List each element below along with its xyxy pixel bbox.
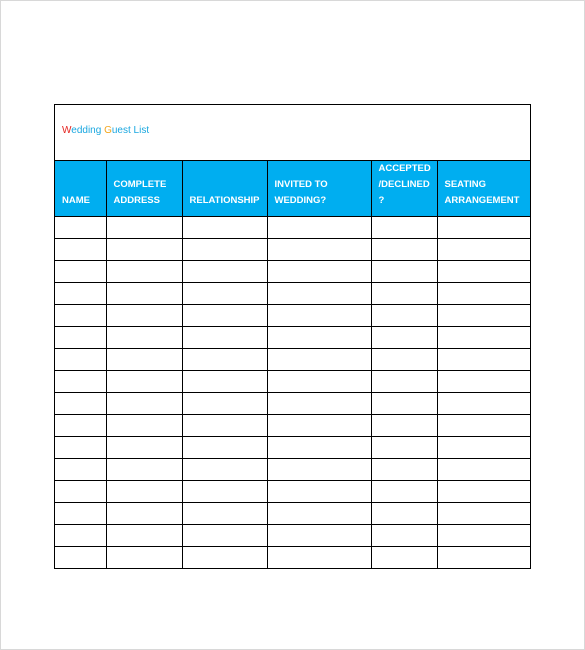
address-cell[interactable] <box>106 283 182 305</box>
table-row <box>55 393 530 415</box>
table-row <box>55 305 530 327</box>
invited-cell[interactable] <box>267 261 371 283</box>
relationship-cell[interactable] <box>182 547 267 569</box>
seating-cell[interactable] <box>437 371 530 393</box>
name-cell[interactable] <box>55 261 106 283</box>
name-cell[interactable] <box>55 283 106 305</box>
name-cell[interactable] <box>55 503 106 525</box>
seating-cell[interactable] <box>437 327 530 349</box>
table-row <box>55 503 530 525</box>
seating-cell[interactable] <box>437 481 530 503</box>
table-row <box>55 217 530 239</box>
name-cell[interactable] <box>55 481 106 503</box>
name-cell[interactable] <box>55 459 106 481</box>
invited-cell[interactable] <box>267 239 371 261</box>
title-word-wedding: edding <box>71 125 105 136</box>
seating-cell[interactable] <box>437 393 530 415</box>
table-row <box>55 261 530 283</box>
name-cell[interactable] <box>55 305 106 327</box>
address-cell[interactable] <box>106 217 182 239</box>
invited-cell[interactable] <box>267 305 371 327</box>
column-header-invited-to-wedding: INVITED TO WEDDING? <box>267 161 371 217</box>
accepted-declined-cell[interactable] <box>371 261 437 283</box>
guest-table <box>55 161 530 569</box>
column-header-relationship: RELATIONSHIP <box>182 161 267 217</box>
relationship-cell[interactable] <box>182 437 267 459</box>
table-row <box>55 437 530 459</box>
table-row <box>55 239 530 261</box>
seating-cell[interactable] <box>437 349 530 371</box>
invited-cell[interactable] <box>267 415 371 437</box>
invited-cell[interactable] <box>267 437 371 459</box>
address-cell[interactable] <box>106 371 182 393</box>
column-header-accepted-declined: ACCEPTED /DECLINED ? <box>371 161 437 217</box>
accepted-declined-cell[interactable] <box>371 393 437 415</box>
invited-cell[interactable] <box>267 503 371 525</box>
relationship-cell[interactable] <box>182 415 267 437</box>
address-cell[interactable] <box>106 437 182 459</box>
column-header-name: NAME <box>55 161 106 217</box>
invited-cell[interactable] <box>267 525 371 547</box>
relationship-cell[interactable] <box>182 525 267 547</box>
seating-cell[interactable] <box>437 459 530 481</box>
table-row <box>55 283 530 305</box>
name-cell[interactable] <box>55 525 106 547</box>
title-word-list: ist <box>139 125 150 136</box>
seating-cell[interactable] <box>437 547 530 569</box>
title-word-guest: uest <box>111 125 134 136</box>
seating-cell[interactable] <box>437 525 530 547</box>
title-row <box>55 105 530 161</box>
invited-cell[interactable] <box>267 481 371 503</box>
address-cell[interactable] <box>106 239 182 261</box>
address-cell[interactable] <box>106 261 182 283</box>
accepted-declined-cell[interactable] <box>371 349 437 371</box>
invited-cell[interactable] <box>267 217 371 239</box>
address-cell[interactable] <box>106 525 182 547</box>
address-cell[interactable] <box>106 459 182 481</box>
accepted-declined-cell[interactable] <box>371 481 437 503</box>
table-row <box>55 525 530 547</box>
name-cell[interactable] <box>55 371 106 393</box>
name-cell[interactable] <box>55 547 106 569</box>
address-cell[interactable] <box>106 503 182 525</box>
column-header-seating-arrangement: SEATING ARRANGEMENT <box>437 161 530 217</box>
address-cell[interactable] <box>106 349 182 371</box>
table-header-row <box>55 161 530 217</box>
document-title <box>62 125 149 136</box>
title-letter-g: G <box>104 125 112 136</box>
accepted-declined-cell[interactable] <box>371 525 437 547</box>
invited-cell[interactable] <box>267 371 371 393</box>
invited-cell[interactable] <box>267 327 371 349</box>
relationship-cell[interactable] <box>182 503 267 525</box>
title-letter-w: W <box>62 125 72 136</box>
seating-cell[interactable] <box>437 217 530 239</box>
address-cell[interactable] <box>106 415 182 437</box>
table-row <box>55 327 530 349</box>
accepted-declined-cell[interactable] <box>371 217 437 239</box>
accepted-declined-cell[interactable] <box>371 239 437 261</box>
name-cell[interactable] <box>55 393 106 415</box>
address-cell[interactable] <box>106 393 182 415</box>
accepted-declined-cell[interactable] <box>371 371 437 393</box>
table-row <box>55 371 530 393</box>
address-cell[interactable] <box>106 305 182 327</box>
accepted-declined-cell[interactable] <box>371 459 437 481</box>
seating-cell[interactable] <box>437 261 530 283</box>
invited-cell[interactable] <box>267 349 371 371</box>
seating-cell[interactable] <box>437 239 530 261</box>
name-cell[interactable] <box>55 415 106 437</box>
table-row <box>55 349 530 371</box>
invited-cell[interactable] <box>267 459 371 481</box>
relationship-cell[interactable] <box>182 239 267 261</box>
name-cell[interactable] <box>55 437 106 459</box>
name-cell[interactable] <box>55 349 106 371</box>
guest-table-body <box>55 217 530 569</box>
table-row <box>55 415 530 437</box>
accepted-declined-cell[interactable] <box>371 547 437 569</box>
accepted-declined-cell[interactable] <box>371 437 437 459</box>
seating-cell[interactable] <box>437 283 530 305</box>
seating-cell[interactable] <box>437 503 530 525</box>
relationship-cell[interactable] <box>182 349 267 371</box>
table-row <box>55 481 530 503</box>
address-cell[interactable] <box>106 327 182 349</box>
table-row <box>55 459 530 481</box>
address-cell[interactable] <box>106 547 182 569</box>
column-header-complete-address: COMPLETE ADDRESS <box>106 161 182 217</box>
guest-list-sheet <box>54 104 531 569</box>
accepted-declined-cell[interactable] <box>371 327 437 349</box>
address-cell[interactable] <box>106 481 182 503</box>
invited-cell[interactable] <box>267 393 371 415</box>
relationship-cell[interactable] <box>182 305 267 327</box>
accepted-declined-cell[interactable] <box>371 305 437 327</box>
relationship-cell[interactable] <box>182 459 267 481</box>
relationship-cell[interactable] <box>182 283 267 305</box>
seating-cell[interactable] <box>437 415 530 437</box>
relationship-cell[interactable] <box>182 261 267 283</box>
name-cell[interactable] <box>55 327 106 349</box>
seating-cell[interactable] <box>437 437 530 459</box>
relationship-cell[interactable] <box>182 371 267 393</box>
relationship-cell[interactable] <box>182 217 267 239</box>
accepted-declined-cell[interactable] <box>371 503 437 525</box>
seating-cell[interactable] <box>437 305 530 327</box>
name-cell[interactable] <box>55 217 106 239</box>
relationship-cell[interactable] <box>182 481 267 503</box>
invited-cell[interactable] <box>267 547 371 569</box>
name-cell[interactable] <box>55 239 106 261</box>
relationship-cell[interactable] <box>182 327 267 349</box>
table-row <box>55 547 530 569</box>
accepted-declined-cell[interactable] <box>371 415 437 437</box>
invited-cell[interactable] <box>267 283 371 305</box>
accepted-declined-cell[interactable] <box>371 283 437 305</box>
title-letter-l: L <box>133 125 140 136</box>
relationship-cell[interactable] <box>182 393 267 415</box>
